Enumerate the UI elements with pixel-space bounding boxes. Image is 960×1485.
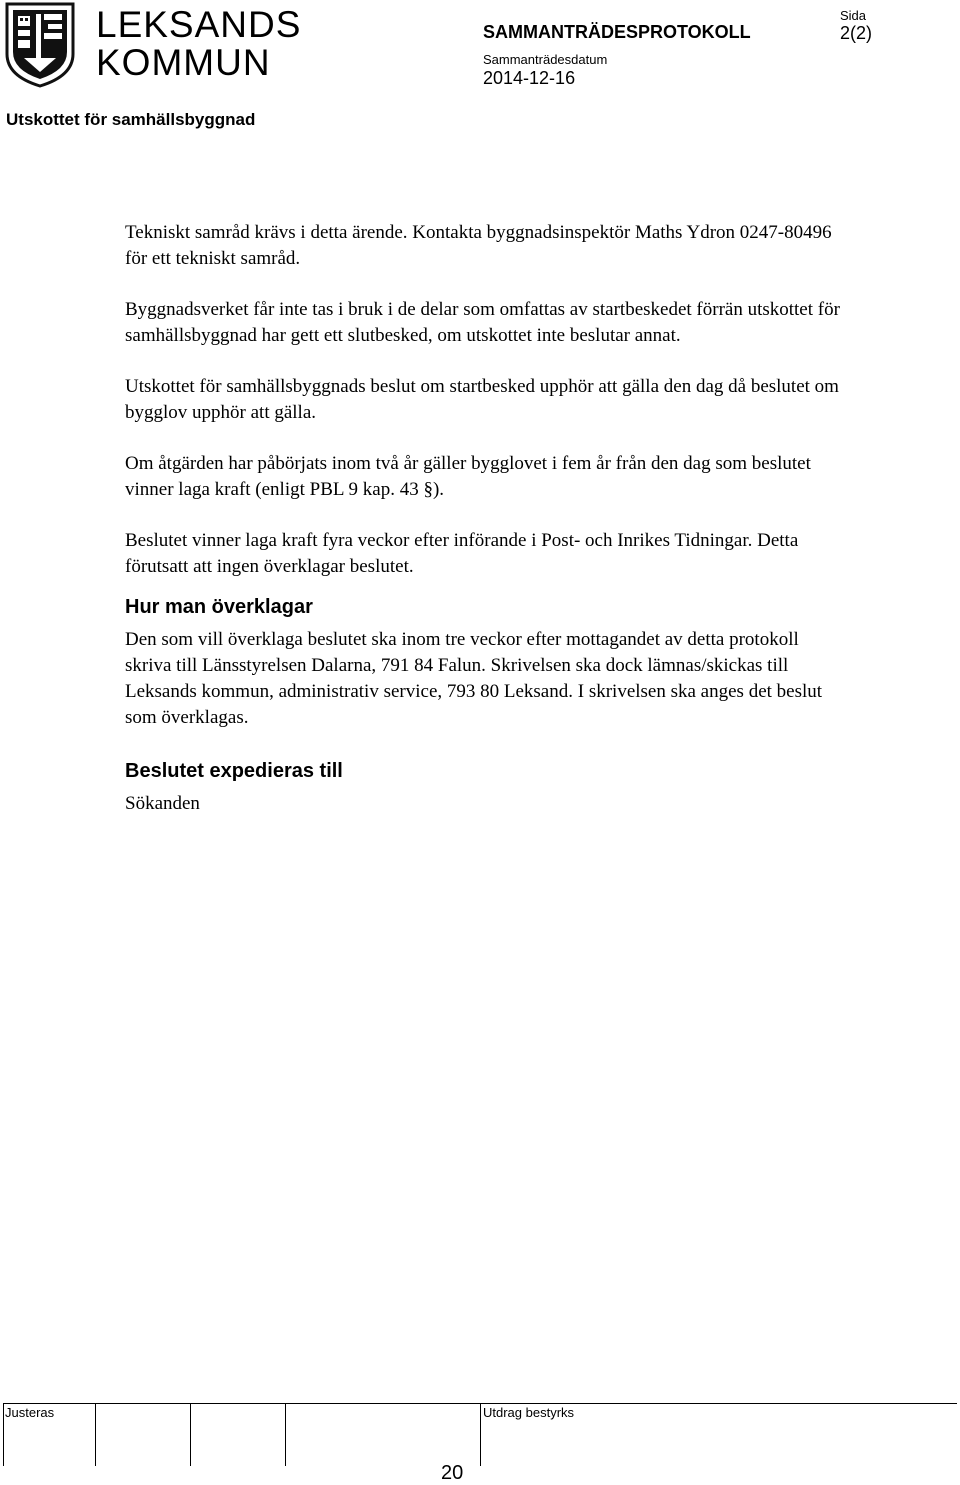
coat-of-arms-icon bbox=[4, 2, 76, 88]
page-number: 2(2) bbox=[840, 23, 873, 43]
document-body bbox=[125, 220, 845, 842]
dispatch-recipient: Sökanden bbox=[125, 793, 200, 814]
meeting-date-label: Sammanträdesdatum bbox=[483, 52, 608, 67]
signature-box-divider bbox=[190, 1404, 191, 1466]
paragraph: Tekniskt samråd krävs i detta ärende. Kontakta byggnadsinspektör Maths Ydron 0247-80496 för ett tekniskt samråd. bbox=[125, 222, 832, 269]
footer-page-number: 20 bbox=[441, 1462, 464, 1484]
logo-line-1: LEKSANDS bbox=[96, 4, 302, 45]
paragraph: Om åtgärden har påbörjats inom två år gäller bygglovet i fem år från den dag som beslutet vinner laga kraft (enligt PBL 9 kap. 43 §). bbox=[125, 453, 811, 500]
paragraph: Beslutet vinner laga kraft fyra veckor efter införande i Post- och Inrikes Tidningar. Detta förutsatt att ingen överklagar beslutet. bbox=[125, 530, 799, 577]
dispatch-heading: Beslutet expedieras till bbox=[125, 760, 343, 782]
signature-box-divider bbox=[285, 1404, 286, 1466]
paragraph: Byggnadsverket får inte tas i bruk i de delar som omfattas av startbeskedet förrän utskottet för samhällsbyggnad har gett ett slutbesked, om utskottet inte beslutar annat. bbox=[125, 299, 840, 346]
justeras-label: Justeras bbox=[5, 1405, 55, 1420]
appeal-text: Den som vill överklaga beslutet ska inom tre veckor efter mottagandet av detta protokoll skriva till Länsstyrelsen Dalarna, 791 84 Falun. Skrivelsen ska dock lämnas/skickas till Leksands kommun, administrativ service, 793 80 Leksand. I skrivelsen ska anges det beslut som överklagas. bbox=[125, 629, 823, 728]
document-title: SAMMANTRÄDESPROTOKOLL bbox=[483, 22, 751, 42]
signature-box-divider bbox=[95, 1404, 96, 1466]
meeting-date: 2014-12-16 bbox=[483, 68, 576, 88]
appeal-heading: Hur man överklagar bbox=[125, 596, 313, 618]
municipality-logo bbox=[4, 2, 302, 88]
logo-line-2: KOMMUN bbox=[96, 42, 271, 83]
paragraph: Utskottet för samhällsbyggnads beslut om startbesked upphör att gälla den dag då beslutet om bygglov upphör att gälla. bbox=[125, 376, 839, 423]
signature-box-divider bbox=[3, 1404, 4, 1466]
committee-name: Utskottet för samhällsbyggnad bbox=[6, 110, 256, 129]
signature-box-divider bbox=[480, 1404, 481, 1466]
page-label: Sida bbox=[840, 8, 867, 23]
utdrag-label: Utdrag bestyrks bbox=[483, 1405, 575, 1420]
